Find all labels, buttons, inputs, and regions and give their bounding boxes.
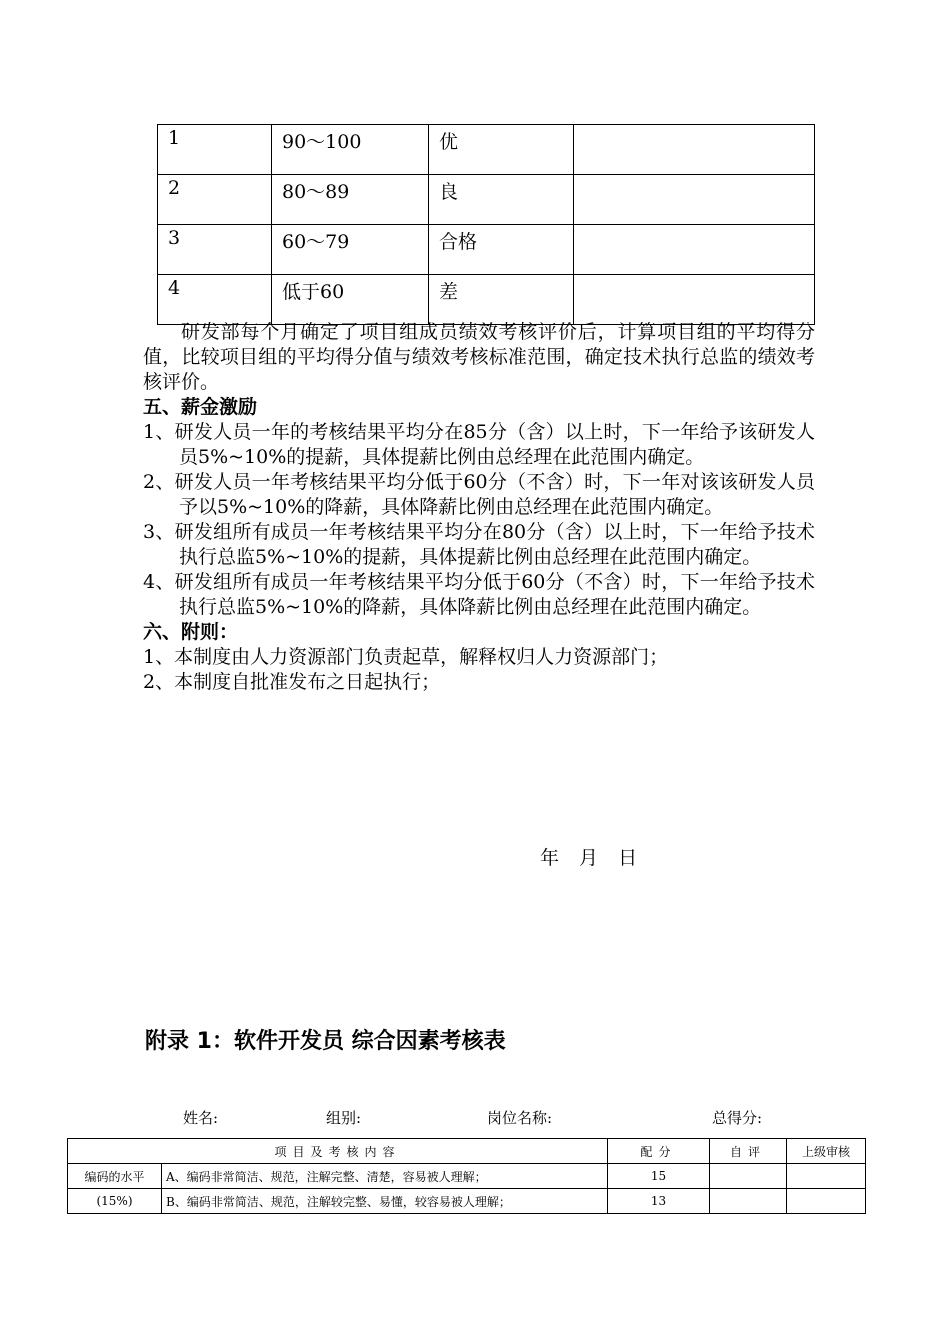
grade-range: 低于60 (272, 275, 429, 325)
grade-note (574, 175, 815, 225)
table-row (158, 175, 815, 225)
criteria-score: 15 (608, 1164, 710, 1189)
header-score: 配分 (608, 1139, 710, 1164)
policy-body (143, 320, 815, 695)
table-row (158, 275, 815, 325)
list-item: 2、本制度自批准发布之日起执行； (143, 671, 441, 693)
table-row (158, 125, 815, 175)
group-label: 组别: (326, 1109, 362, 1127)
self-score-cell[interactable] (710, 1189, 787, 1214)
table-row (158, 225, 815, 275)
category-name: 编码的水平 (68, 1164, 162, 1189)
criteria-score: 13 (608, 1189, 710, 1214)
grade-range: 60～79 (272, 225, 429, 275)
grade-range: 90～100 (272, 125, 429, 175)
criteria-desc: A、编码非常简洁、规范，注解完整、清楚，容易被人理解； (162, 1164, 608, 1189)
section-heading-salary: 五、薪金激励 (143, 396, 258, 418)
grade-note (574, 275, 815, 325)
grade-range: 80～89 (272, 175, 429, 225)
grade-table (157, 124, 815, 325)
grade-note (574, 125, 815, 175)
grade-level: 良 (429, 175, 574, 225)
criteria-desc: B、编码非常简洁、规范，注解较完整、易懂，较容易被人理解； (162, 1189, 608, 1214)
grade-note (574, 225, 815, 275)
list-item: 4、研发组所有成员一年考核结果平均分低于60分（不含）时，下一年给予技术执行总监5%~10%的降薪，具体降薪比例由总经理在此范围内确定。 (143, 571, 815, 618)
appendix-title: 附录 1：软件开发员 综合因素考核表 (145, 1029, 506, 1054)
header-self: 自评 (710, 1139, 787, 1164)
category-weight: (15%) (68, 1189, 162, 1214)
list-item: 2、研发人员一年考核结果平均分低于60分（不含）时，下一年对该该研发人员予以5%~10%的降薪，具体降薪比例由总经理在此范围内确定。 (143, 471, 815, 518)
section-heading-appendix-rules: 六、附则： (143, 621, 239, 643)
position-label: 岗位名称: (487, 1109, 553, 1127)
grade-level: 差 (429, 275, 574, 325)
list-item: 3、研发组所有成员一年考核结果平均分在80分（含）以上时，下一年给予技术执行总监5%~10%的提薪，具体提薪比例由总经理在此范围内确定。 (143, 521, 815, 568)
evaluation-paragraph: 研发部每个月确定了项目组成员绩效考核评价后，计算项目组的平均得分值，比较项目组的平均得分值与绩效考核标准范围，确定技术执行总监的绩效考核评价。 (143, 321, 815, 393)
table-row (68, 1164, 866, 1189)
date-line: 年 月 日 (540, 847, 638, 869)
grade-no: 2 (158, 175, 272, 225)
list-item: 1、本制度由人力资源部门负责起草，解释权归人力资源部门； (143, 646, 669, 668)
total-score-label: 总得分: (712, 1109, 763, 1127)
name-label: 姓名: (183, 1109, 219, 1127)
grade-no: 3 (158, 225, 272, 275)
self-score-cell[interactable] (710, 1164, 787, 1189)
review-score-cell[interactable] (787, 1164, 866, 1189)
grade-no: 4 (158, 275, 272, 325)
grade-level: 优 (429, 125, 574, 175)
table-row (68, 1189, 866, 1214)
header-review: 上级审核 (787, 1139, 866, 1164)
header-content: 项目及考核内容 (68, 1139, 608, 1164)
grade-no: 1 (158, 125, 272, 175)
review-score-cell[interactable] (787, 1189, 866, 1214)
assessment-table (67, 1138, 866, 1214)
grade-level: 合格 (429, 225, 574, 275)
table-header-row (68, 1139, 866, 1164)
list-item: 1、研发人员一年的考核结果平均分在85分（含）以上时，下一年给予该研发人员5%~10%的提薪，具体提薪比例由总经理在此范围内确定。 (143, 421, 815, 468)
